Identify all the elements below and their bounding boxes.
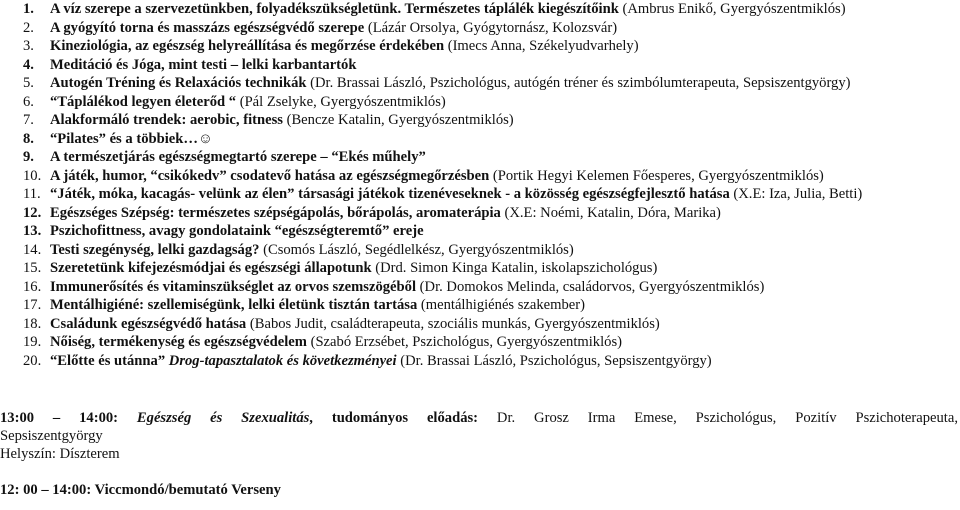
program-item-15 bbox=[0, 259, 960, 278]
item-number: 4. bbox=[23, 56, 34, 73]
item-presenter: (Bencze Katalin, Gyergyószentmiklós) bbox=[282, 112, 514, 128]
item-presenter: (Dr. Brassai László, Pszichológus, Sepsiszentgyörgy) bbox=[396, 352, 712, 369]
item-title: A gyógyító torna és masszázs egészségvédő szerepe bbox=[50, 19, 365, 36]
lecture-city: Sepsiszentgyörgy bbox=[0, 428, 103, 444]
item-presenter: (X.E: Iza, Julia, Betti) bbox=[729, 186, 863, 202]
program-item-18 bbox=[0, 315, 960, 334]
item-number: 9. bbox=[23, 149, 34, 165]
item-presenter: (Lázár Orsolya, Gyógytornász, Kolozsvár) bbox=[364, 19, 618, 36]
item-title: “Előtte és utánna” bbox=[50, 352, 166, 369]
program-item-4 bbox=[0, 56, 960, 75]
program-item-10 bbox=[0, 167, 960, 186]
item-subtitle: Drog-tapasztalatok és következményei bbox=[165, 352, 397, 369]
item-title: Mentálhigiéné: szellemiségünk, lelki életünk tisztán tartása bbox=[50, 297, 418, 313]
item-number: 2. bbox=[23, 19, 34, 36]
item-presenter: (Drd. Simon Kinga Katalin, iskolapszichológus) bbox=[371, 260, 658, 276]
item-number: 8. bbox=[23, 130, 34, 147]
item-title: “Pilates” és a többiek…☺ bbox=[50, 130, 213, 147]
program-item-2 bbox=[0, 19, 960, 38]
program-item-1 bbox=[0, 0, 960, 19]
item-number: 6. bbox=[23, 93, 34, 110]
item-number: 12. bbox=[23, 204, 42, 221]
item-title: Autogén Tréning és Relaxációs technikák bbox=[50, 75, 307, 91]
item-number: 14. bbox=[23, 241, 42, 258]
lecture-time: 13:00 – 14:00: bbox=[0, 410, 119, 426]
lecture-title: Egészség és Szexualitás bbox=[118, 410, 310, 426]
lecture-venue: Helyszín: Díszterem bbox=[0, 446, 120, 462]
program-item-7 bbox=[0, 111, 960, 130]
item-number: 16. bbox=[23, 278, 42, 295]
item-number: 1. bbox=[23, 1, 34, 17]
spacer bbox=[0, 463, 960, 481]
item-title: Nőiség, termékenység és egészségvédelem bbox=[50, 334, 307, 350]
lecture-presenter: Dr. Grosz Irma Emese, Pszichológus, Pozitív Pszichoterapeuta, bbox=[478, 410, 958, 426]
item-presenter: (Portik Hegyi Kelemen Főesperes, Gyergyószentmiklós) bbox=[489, 167, 824, 184]
item-number: 3. bbox=[23, 38, 34, 54]
item-title: Szeretetünk kifejezésmódjai és egészségi állapotunk bbox=[50, 260, 372, 276]
item-number: 19. bbox=[23, 334, 42, 350]
program-item-8 bbox=[0, 130, 960, 149]
item-presenter: (Dr. Domokos Melinda, családorvos, Gyergyószentmiklós) bbox=[416, 278, 765, 295]
item-presenter: (Ambrus Enikő, Gyergyószentmiklós) bbox=[618, 1, 846, 17]
program-item-3 bbox=[0, 37, 960, 56]
item-title: Egészséges Szépség: természetes szépségápolás, bőrápolás, aromaterápia bbox=[50, 204, 501, 221]
item-number: 20. bbox=[23, 352, 42, 369]
item-title: Alakformáló trendek: aerobic, fitness bbox=[50, 112, 283, 128]
program-item-13 bbox=[0, 222, 960, 241]
program-item-5 bbox=[0, 74, 960, 93]
program-item-6 bbox=[0, 93, 960, 112]
program-item-20 bbox=[0, 352, 960, 371]
item-presenter: (Imecs Anna, Székelyudvarhely) bbox=[444, 38, 639, 54]
item-number: 15. bbox=[23, 260, 42, 276]
lecture-label: , tudományos előadás: bbox=[309, 410, 479, 426]
item-presenter: (mentálhigiénés szakember) bbox=[417, 297, 586, 313]
program-item-17 bbox=[0, 296, 960, 315]
program-item-19 bbox=[0, 333, 960, 352]
item-title: Családunk egészségvédő hatása bbox=[50, 315, 247, 332]
item-number: 18. bbox=[23, 315, 42, 332]
item-presenter: (Pál Zselyke, Gyergyószentmiklós) bbox=[236, 93, 446, 110]
program-item-14 bbox=[0, 241, 960, 260]
item-number: 10. bbox=[23, 167, 42, 184]
item-presenter: (Babos Judit, családterapeuta, szociális munkás, Gyergyószentmiklós) bbox=[246, 315, 660, 332]
item-title: “Játék, móka, kacagás- velünk az élen” társasági játékok tizenéveseknek - a közösség egészségfejlesztő hatása bbox=[50, 186, 730, 202]
item-presenter: (Csomós László, Segédlelkész, Gyergyószentmiklós) bbox=[259, 241, 574, 258]
item-number: 11. bbox=[23, 186, 41, 202]
item-presenter: (Dr. Brassai László, Pszichológus, autógén tréner és szimbólumterapeuta, Sepsiszentgyörgy) bbox=[306, 75, 851, 91]
contest-line: 12: 00 – 14:00: Viccmondó/bemutató Verseny bbox=[0, 482, 281, 498]
item-number: 5. bbox=[23, 75, 34, 91]
item-number: 7. bbox=[23, 112, 34, 128]
item-title: Meditáció és Jóga, mint testi – lelki karbantartók bbox=[50, 56, 357, 73]
item-title: Pszichofittness, avagy gondolataink “egészségteremtő” ereje bbox=[50, 223, 424, 239]
item-title: A víz szerepe a szervezetünkben, folyadékszükségletünk. Természetes táplálék kiegészítőink bbox=[50, 1, 619, 17]
item-title: Immunerősítés és vitaminszükséglet az orvos szemszögéből bbox=[50, 278, 417, 295]
program-item-16 bbox=[0, 278, 960, 297]
item-title: Kineziológia, az egészség helyreállítása és megőrzése érdekében bbox=[50, 38, 445, 54]
item-presenter: (X.E: Noémi, Katalin, Dóra, Marika) bbox=[500, 204, 721, 221]
item-title: A természetjárás egészségmegtartó szerepe – “Ekés műhely” bbox=[50, 149, 426, 165]
item-title: A játék, humor, “csikókedv” csodatevő hatása az egészségmegőrzésben bbox=[50, 167, 490, 184]
schedule-section bbox=[0, 409, 960, 499]
item-presenter: (Szabó Erzsébet, Pszichológus, Gyergyószentmiklós) bbox=[306, 334, 622, 350]
program-item-11 bbox=[0, 185, 960, 204]
program-item-12 bbox=[0, 204, 960, 223]
item-number: 13. bbox=[23, 223, 42, 239]
item-number: 17. bbox=[23, 297, 42, 313]
item-title: Testi szegénység, lelki gazdagság? bbox=[50, 241, 260, 258]
item-title: “Táplálékod legyen életerőd “ bbox=[50, 93, 237, 110]
lecture-line bbox=[0, 409, 960, 427]
program-item-9 bbox=[0, 148, 960, 167]
